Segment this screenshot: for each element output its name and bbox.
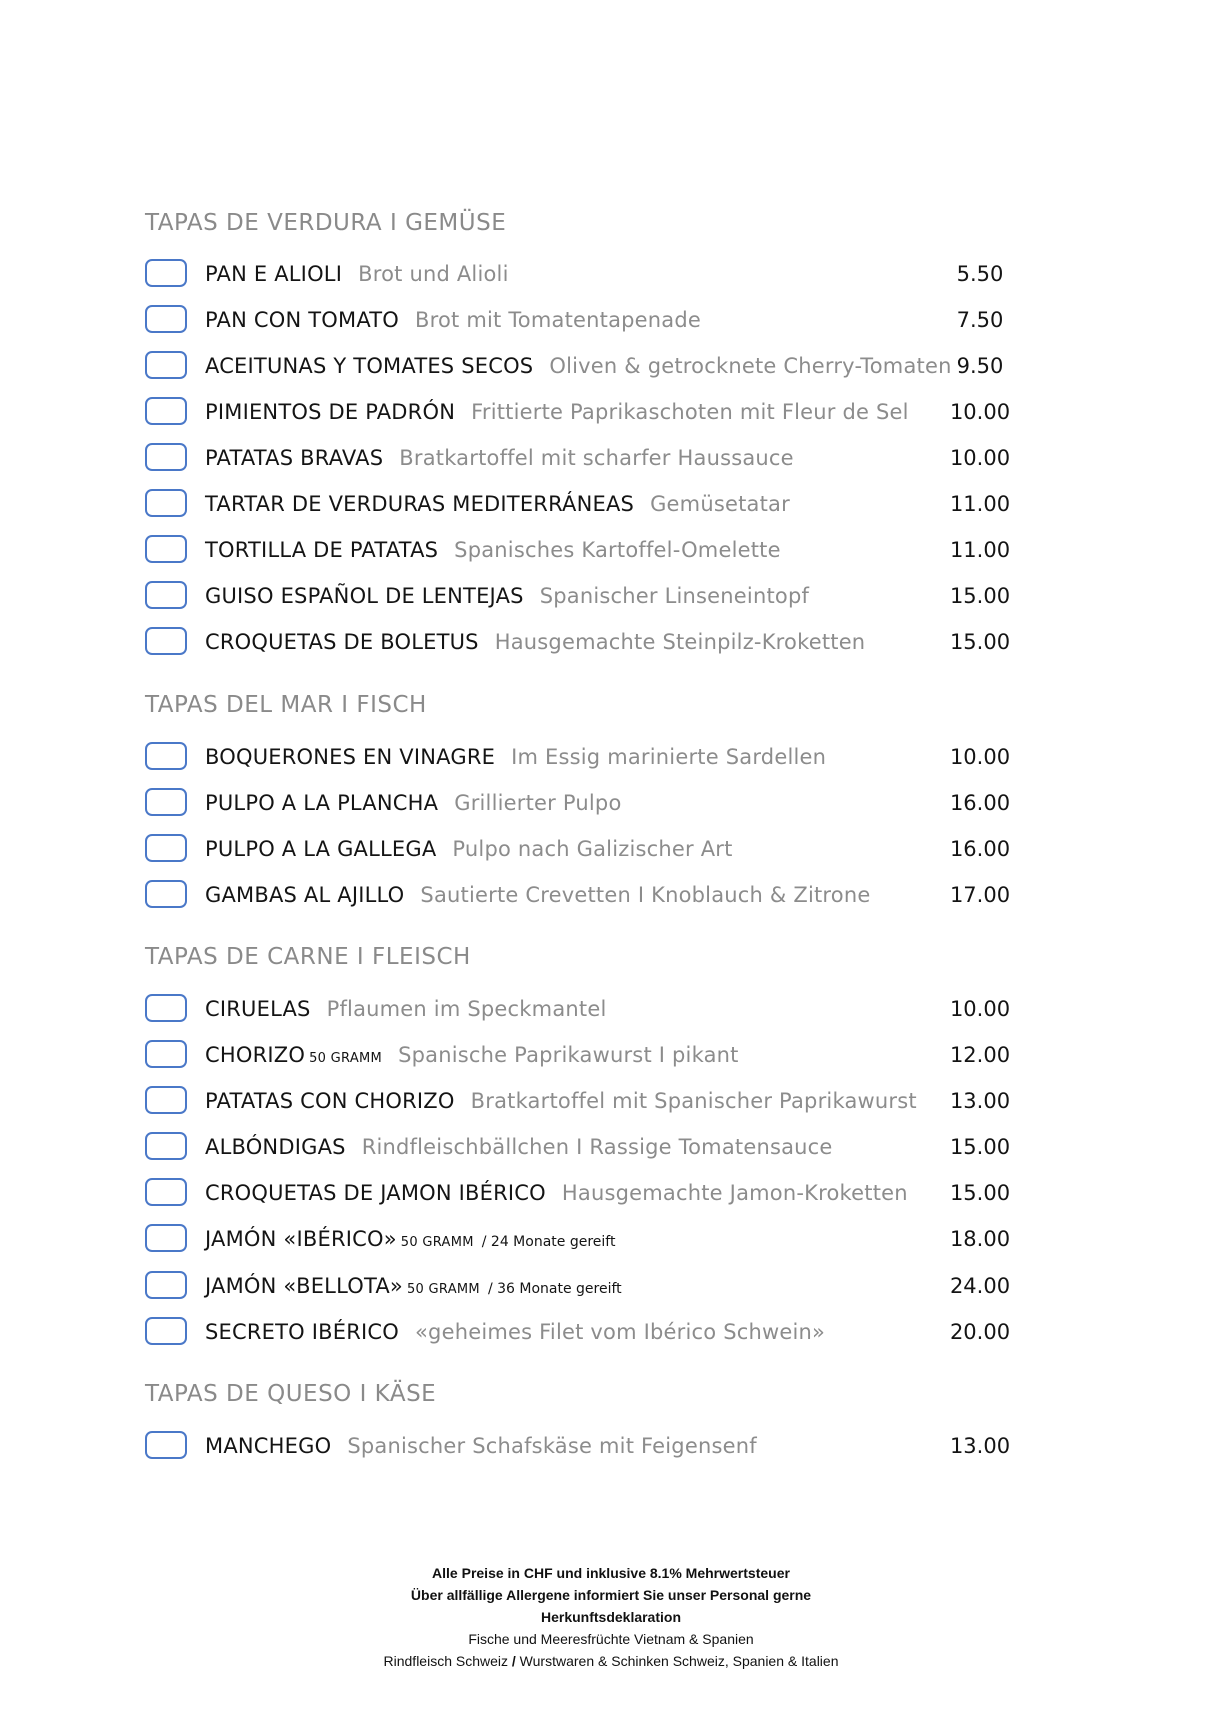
item-price: 17.00	[949, 883, 1011, 907]
section-title-mar: TAPAS DEL MAR I FISCH	[145, 692, 427, 718]
menu-item	[145, 1314, 1011, 1350]
section-title-queso: TAPAS DE QUESO I KÄSE	[145, 1381, 437, 1407]
item-price: 9.50	[956, 354, 1004, 378]
footer-allergen-note: Über allfällige Allergene informiert Sie unser Personal gerne	[410, 1587, 812, 1603]
menu-item	[145, 486, 1011, 522]
item-name: TORTILLA DE PATATAS	[205, 538, 439, 562]
select-checkbox[interactable]	[145, 397, 187, 425]
menu-item	[145, 532, 1011, 568]
item-description: Pflaumen im Speckmantel	[326, 997, 607, 1021]
item-description: Spanisches Kartoffel-Omelette	[454, 538, 781, 562]
item-name: ALBÓNDIGAS	[205, 1135, 346, 1159]
item-description: Pulpo nach Galizischer Art	[452, 837, 733, 861]
menu-item	[145, 348, 1005, 384]
item-price: 15.00	[949, 630, 1011, 654]
footer-price-note: Alle Preise in CHF und inklusive 8.1% Mehrwertsteuer	[432, 1565, 790, 1581]
item-price: 10.00	[949, 745, 1011, 769]
menu-item	[145, 785, 1011, 821]
item-description: Sautierte Crevetten I Knoblauch & Zitrone	[420, 883, 871, 907]
item-price: 18.00	[949, 1227, 1011, 1251]
menu-item	[145, 624, 1011, 660]
item-description: Rindfleischbällchen I Rassige Tomatensauce	[361, 1135, 833, 1159]
item-name: GAMBAS AL AJILLO	[205, 883, 405, 907]
item-name: PATATAS BRAVAS	[205, 446, 384, 470]
select-checkbox[interactable]	[145, 742, 187, 770]
item-description: Spanische Paprikawurst I pikant	[398, 1043, 739, 1067]
item-price: 12.00	[949, 1043, 1011, 1067]
menu-item	[145, 739, 1011, 775]
footer-meat-origin-b: Wurstwaren & Schinken Schweiz, Spanien & Italien	[515, 1653, 839, 1669]
item-name: CHORIZO	[205, 1043, 306, 1067]
item-name: ACEITUNAS Y TOMATES SECOS	[205, 354, 534, 378]
item-name: PAN CON TOMATO	[205, 308, 400, 332]
menu-item	[145, 1083, 1011, 1119]
item-description: Bratkartoffel mit Spanischer Paprikawurst	[470, 1089, 917, 1113]
item-portion: 50 GRAMM	[400, 1235, 474, 1250]
item-name: MANCHEGO	[205, 1434, 332, 1458]
select-checkbox[interactable]	[145, 305, 187, 333]
item-portion: 50 GRAMM	[406, 1282, 480, 1297]
select-checkbox[interactable]	[145, 1271, 187, 1299]
item-name: JAMÓN «BELLOTA»	[205, 1274, 403, 1298]
item-name: CROQUETAS DE BOLETUS	[205, 630, 479, 654]
item-description: Hausgemachte Steinpilz-Kroketten	[494, 630, 866, 654]
item-name: CROQUETAS DE JAMON IBÉRICO	[205, 1181, 546, 1205]
select-checkbox[interactable]	[145, 1132, 187, 1160]
item-description: Spanischer Schafskäse mit Feigensenf	[347, 1434, 757, 1458]
footer-origin-heading: Herkunftsdeklaration	[540, 1609, 682, 1625]
item-price: 10.00	[949, 400, 1011, 424]
item-description: «geheimes Filet vom Ibérico Schwein»	[415, 1320, 826, 1344]
item-price: 15.00	[949, 1181, 1011, 1205]
item-price: 10.00	[949, 446, 1011, 470]
menu-item	[145, 1428, 1011, 1464]
menu-item	[145, 256, 1005, 292]
menu-item	[145, 831, 1011, 867]
select-checkbox[interactable]	[145, 1040, 187, 1068]
item-price: 13.00	[949, 1089, 1011, 1113]
item-price: 15.00	[949, 584, 1011, 608]
item-description: Brot und Alioli	[358, 262, 509, 286]
select-checkbox[interactable]	[145, 351, 187, 379]
item-name: GUISO ESPAÑOL DE LENTEJAS	[205, 584, 524, 608]
item-description: Grillierter Pulpo	[454, 791, 622, 815]
footer-separator: /	[511, 1653, 516, 1669]
item-description: Hausgemachte Jamon-Kroketten	[561, 1181, 908, 1205]
menu-item	[145, 1037, 1011, 1073]
item-aging-note: / 24 Monate gereift	[481, 1234, 616, 1250]
item-description: Frittierte Paprikaschoten mit Fleur de Sel	[471, 400, 909, 424]
select-checkbox[interactable]	[145, 788, 187, 816]
item-price: 13.00	[949, 1434, 1011, 1458]
select-checkbox[interactable]	[145, 1317, 187, 1345]
item-price: 16.00	[949, 791, 1011, 815]
menu-item	[145, 877, 1011, 913]
item-name: SECRETO IBÉRICO	[205, 1320, 399, 1344]
item-description: Spanischer Linseneintopf	[539, 584, 810, 608]
item-price: 16.00	[949, 837, 1011, 861]
item-name: PATATAS CON CHORIZO	[205, 1089, 455, 1113]
footer-fish-origin: Fische und Meeresfrüchte Vietnam & Spanien	[468, 1631, 754, 1647]
item-description: Oliven & getrocknete Cherry-Tomaten	[549, 354, 952, 378]
menu-item	[145, 1129, 1011, 1165]
item-description: Brot mit Tomatentapenade	[415, 308, 702, 332]
footer-meat-origin	[0, 1650, 1222, 1672]
item-name: PIMIENTOS DE PADRÓN	[205, 400, 456, 424]
item-name: PULPO A LA GALLEGA	[205, 837, 437, 861]
select-checkbox[interactable]	[145, 1086, 187, 1114]
item-name: PAN E ALIOLI	[205, 262, 343, 286]
select-checkbox[interactable]	[145, 443, 187, 471]
menu-item	[145, 1268, 1011, 1304]
item-price: 20.00	[949, 1320, 1011, 1344]
item-aging-note: / 36 Monate gereift	[487, 1281, 622, 1297]
menu-item	[145, 440, 1011, 476]
item-description: Gemüsetatar	[650, 492, 790, 516]
item-price: 5.50	[956, 262, 1004, 286]
select-checkbox[interactable]	[145, 834, 187, 862]
select-checkbox[interactable]	[145, 1178, 187, 1206]
item-name: JAMÓN «IBÉRICO»	[205, 1227, 397, 1251]
select-checkbox[interactable]	[145, 1431, 187, 1459]
item-name: BOQUERONES EN VINAGRE	[205, 745, 496, 769]
item-name: CIRUELAS	[205, 997, 311, 1021]
item-price: 11.00	[949, 492, 1011, 516]
select-checkbox[interactable]	[145, 535, 187, 563]
select-checkbox[interactable]	[145, 627, 187, 655]
footer-meat-origin-a: Rindfleisch Schweiz	[383, 1653, 512, 1669]
select-checkbox[interactable]	[145, 994, 187, 1022]
section-title-verdura: TAPAS DE VERDURA I GEMÜSE	[145, 210, 507, 236]
menu-item	[145, 578, 1011, 614]
item-price: 7.50	[956, 308, 1004, 332]
select-checkbox[interactable]	[145, 259, 187, 287]
item-description: Im Essig marinierte Sardellen	[511, 745, 827, 769]
item-portion: 50 GRAMM	[309, 1051, 383, 1066]
menu-item	[145, 302, 1005, 338]
select-checkbox[interactable]	[145, 880, 187, 908]
item-price: 10.00	[949, 997, 1011, 1021]
menu-item	[145, 1175, 1011, 1211]
select-checkbox[interactable]	[145, 489, 187, 517]
section-title-carne: TAPAS DE CARNE I FLEISCH	[145, 944, 471, 970]
footer	[0, 1562, 1222, 1672]
item-name: TARTAR DE VERDURAS MEDITERRÁNEAS	[205, 492, 635, 516]
menu-item	[145, 394, 1011, 430]
menu-item	[145, 991, 1011, 1027]
select-checkbox[interactable]	[145, 1224, 187, 1252]
item-price: 15.00	[949, 1135, 1011, 1159]
item-price: 24.00	[949, 1274, 1011, 1298]
item-description: Bratkartoffel mit scharfer Haussauce	[399, 446, 794, 470]
menu-item	[145, 1221, 1011, 1257]
item-price: 11.00	[949, 538, 1011, 562]
select-checkbox[interactable]	[145, 581, 187, 609]
item-name: PULPO A LA PLANCHA	[205, 791, 439, 815]
